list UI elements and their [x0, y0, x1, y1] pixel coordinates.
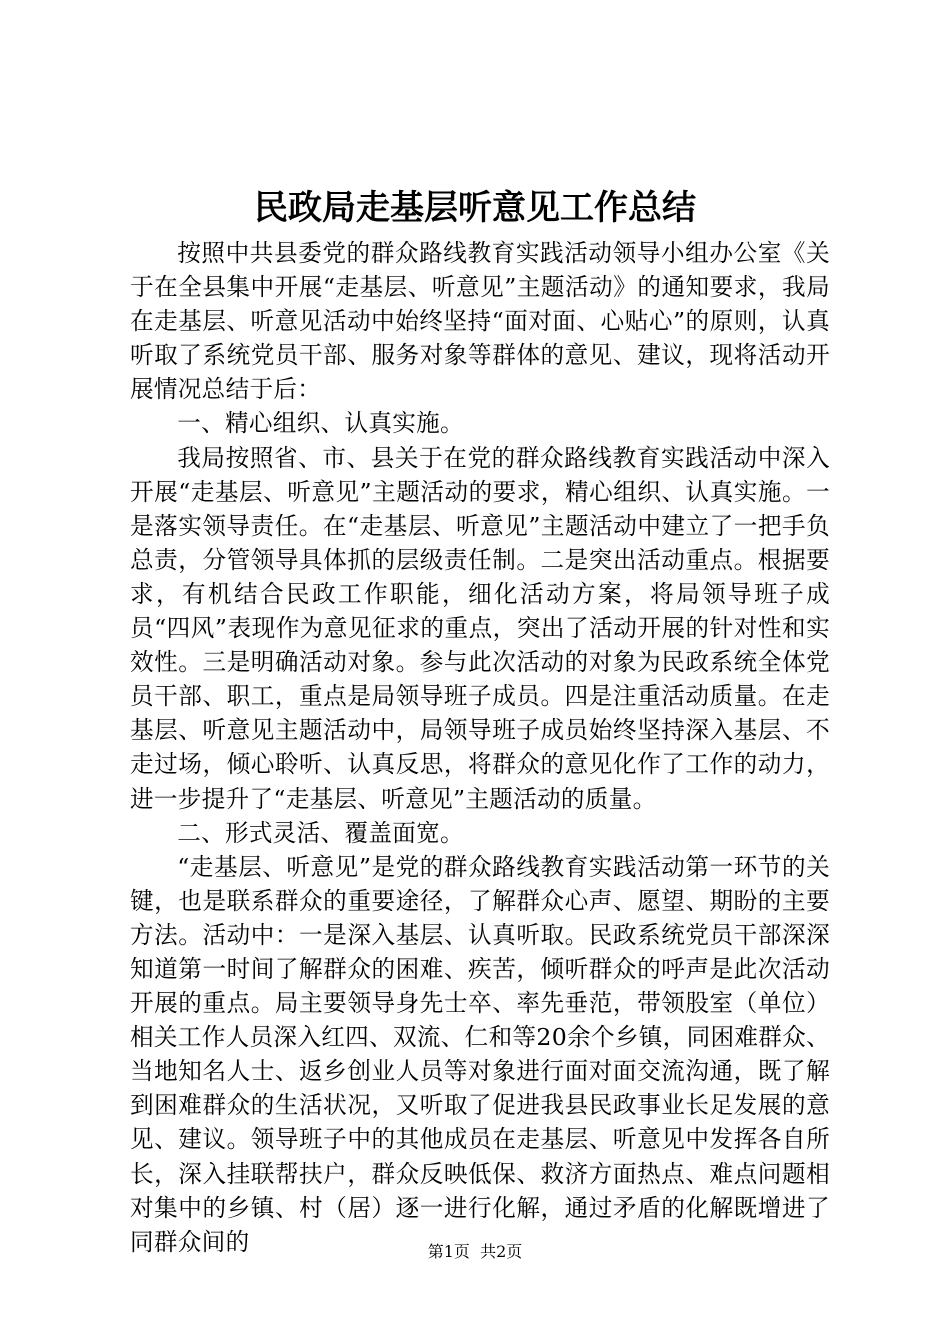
page-footer [0, 1240, 950, 1264]
page-total: 共2页 [480, 1242, 523, 1261]
section-2-paragraph: “走基层、听意见”是党的群众路线教育实践活动第一环节的关键，也是联系群众的重要途径，了解群众心声、愿望、期盼的主要方法。活动中：一是深入基层、认真听取。民政系统党员干部深深知道第一时间了解群众的困难、疾苦，倾听群众的呼声是此次活动开展的重点。局主要领导身先士卒、率先垂范，带领股室（单位）相关工作人员深入红四、双流、仁和等20余个乡镇，同困难群众、当地知名人士、返乡创业人员等对象进行面对面交流沟通，既了解到困难群众的生活状况，又听取了促进我县民政事业长足发展的意见、建议。领导班子中的其他成员在走基层、听意见中发挥各自所长，深入挂联帮扶户，群众反映低保、救济方面热点、难点问题相对集中的乡镇、村（居）逐一进行化解，通过矛盾的化解既增进了同群众间的 [130, 852, 830, 1256]
section-heading-2: 二、形式灵活、覆盖面宽。 [177, 818, 464, 847]
intro-paragraph: 按照中共县委党的群众路线教育实践活动领导小组办公室《关于在全县集中开展“走基层、听意见”主题活动》的通知要求，我局在走基层、听意见活动中始终坚持“面对面、心贴心”的原则，认真听取了系统党员干部、服务对象等群体的意见、建议，现将活动开展情况总结于后： [130, 239, 830, 404]
section-heading-1: 一、精心组织、认真实施。 [177, 409, 464, 438]
document-body [130, 236, 830, 1259]
page-number: 第1页 [427, 1242, 470, 1261]
section-1-paragraph: 我局按照省、市、县关于在党的群众路线教育实践活动中深入开展“走基层、听意见”主题活动的要求，精心组织、认真实施。一是落实领导责任。在“走基层、听意见”主题活动中建立了一把手负总责，分管领导具体抓的层级责任制。二是突出活动重点。根据要求，有机结合民政工作职能，细化活动方案，将局领导班子成员“四风”表现作为意见征求的重点，突出了活动开展的针对性和实效性。三是明确活动对象。参与此次活动的对象为民政系统全体党员干部、职工，重点是局领导班子成员。四是注重活动质量。在走基层、听意见主题活动中，局领导班子成员始终坚持深入基层、不走过场，倾心聆听、认真反思，将群众的意见化作了工作的动力，进一步提升了“走基层、听意见”主题活动的质量。 [130, 443, 830, 813]
document-title: 民政局走基层听意见工作总结 [254, 188, 696, 228]
